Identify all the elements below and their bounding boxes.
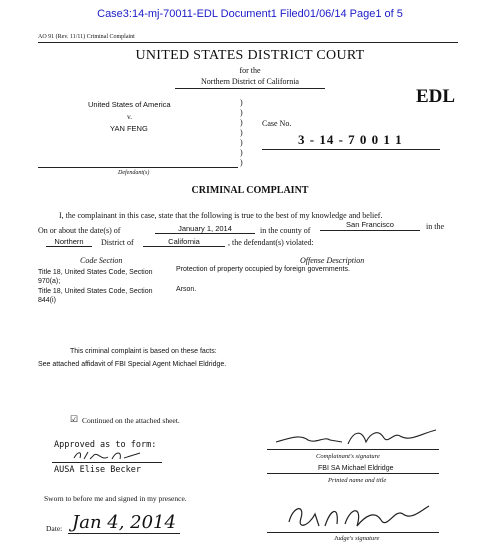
sworn-date-label: Date: [46, 524, 63, 533]
sworn-date-rule [68, 533, 180, 534]
complainant-printed-name: FBI SA Michael Eldridge [318, 465, 394, 472]
continued-checkbox[interactable]: ☑ [70, 414, 79, 424]
defendant-label: Defendant(s) [118, 170, 150, 176]
violated-label: , the defendant(s) violated: [228, 238, 314, 247]
offense-description-2: Arson. [176, 286, 197, 293]
complainant-signature-rule [267, 449, 439, 450]
complainant-signature [270, 424, 440, 450]
state-value: California [168, 237, 200, 246]
case-no-value: 3 - 14 - 7 0 0 1 1 [298, 132, 403, 147]
on-or-about-label: On or about the date(s) of [38, 226, 121, 235]
printed-name-rule [267, 473, 439, 474]
approved-as-to-form: Approved as to form: [54, 440, 157, 450]
offense-code-2: Title 18, United States Code, Section 844(i) [38, 288, 153, 304]
judge-signature-rule [267, 532, 439, 533]
date-rule [155, 233, 255, 234]
court-title: UNITED STATES DISTRICT COURT [135, 48, 365, 63]
complaint-title: CRIMINAL COMPLAINT [191, 185, 309, 196]
in-county-label: in the county of [260, 226, 311, 235]
caption-brackets: ) ) ) ) ) ) ) [240, 98, 243, 167]
header-rule [38, 42, 458, 43]
district-heading: Northern District of California [201, 77, 299, 86]
for-the: for the [239, 66, 261, 75]
district-value-rule [46, 246, 92, 247]
facts-affidavit: See attached affidavit of FBI Special Agent Michael Eldridge. [38, 361, 227, 368]
sworn-statement: Sworn to before me and signed in my presence. [44, 494, 187, 503]
sworn-date-value: Jan 4, 2014 [72, 512, 176, 533]
code-section-header: Code Section [80, 256, 123, 265]
judge-signature [285, 500, 435, 534]
county-rule [320, 230, 420, 231]
printed-name-label: Printed name and title [328, 477, 387, 484]
offense-description-header: Offense Description [300, 256, 365, 265]
form-id: AO 91 (Rev. 11/11) Criminal Complaint [38, 34, 135, 40]
case-banner: Case3:14-mj-70011-EDL Document1 Filed01/06/14 Page1 of 5 [97, 8, 403, 20]
offense-code-1: Title 18, United States Code, Section 970(a); [38, 269, 153, 285]
district-of-label: District of [101, 238, 134, 247]
in-the-label: in the [426, 222, 444, 231]
state-rule [143, 246, 225, 247]
defendant-name: YAN FENG [110, 124, 148, 133]
district-rule [175, 88, 325, 89]
continued-label: Continued on the attached sheet. [82, 416, 180, 425]
complaint-intro: I, the complainant in this case, state that the following is true to the best of my knowledge and belief. [59, 211, 383, 220]
offense-description-1: Protection of property occupied by foreign governments. [176, 266, 350, 273]
complainant-signature-label: Complainant's signature [316, 453, 380, 460]
judge-signature-label: Judge's signature [334, 535, 380, 542]
approval-initials-signature [72, 449, 142, 463]
defendant-rule [38, 167, 238, 168]
edl-stamp: EDL [416, 86, 456, 107]
facts-based-on: This criminal complaint is based on these facts: [70, 348, 217, 355]
ausa-name: AUSA Elise Becker [54, 465, 141, 475]
case-no-label: Case No. [262, 119, 292, 128]
district-value: Northern [54, 237, 84, 246]
approval-rule [52, 462, 162, 463]
plaintiff-name: United States of America [88, 100, 171, 109]
versus: v. [127, 112, 133, 121]
date-value: January 1, 2014 [178, 224, 232, 233]
case-no-rule [262, 149, 440, 150]
county-value: San Francisco [346, 220, 394, 229]
